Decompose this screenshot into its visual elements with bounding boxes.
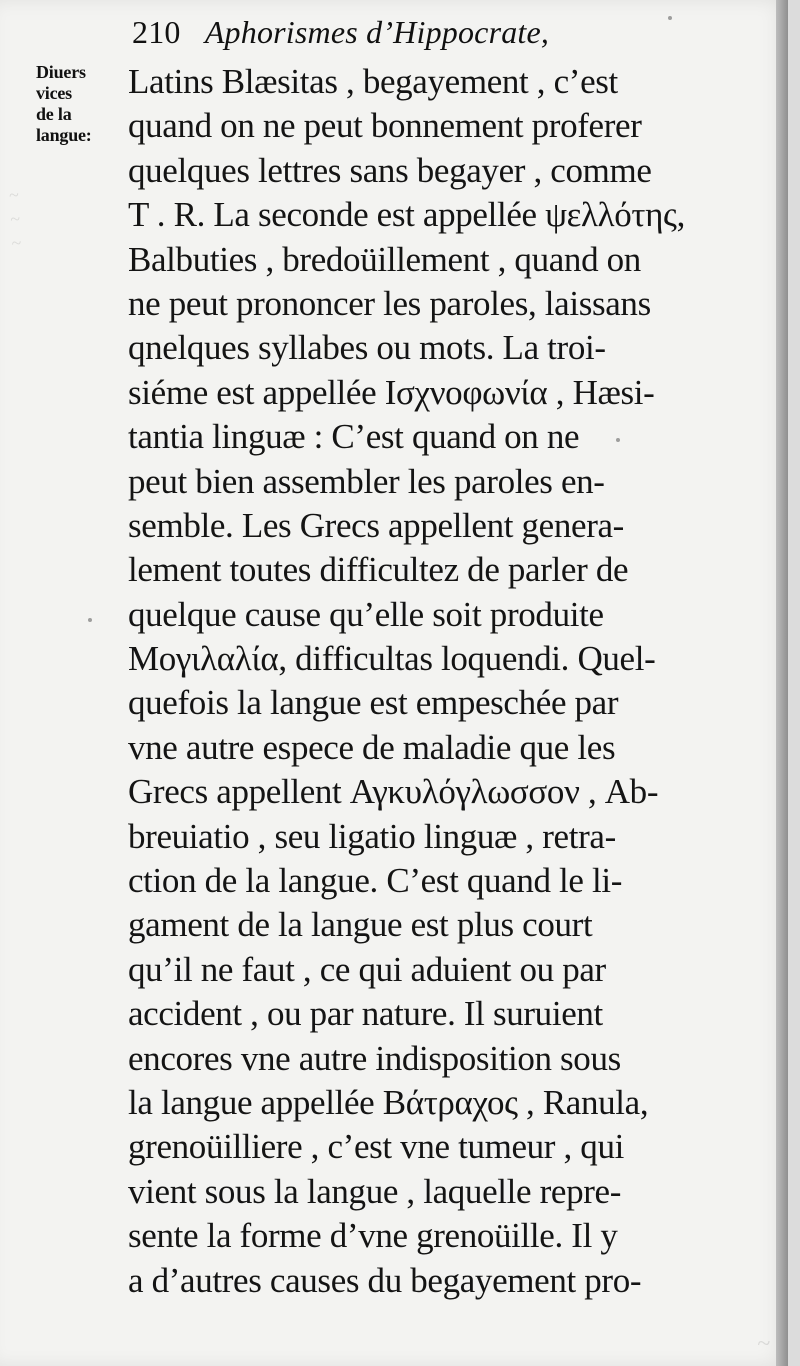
text-line: ne peut prononcer les paroles, laissans	[128, 283, 651, 323]
margin-note-line: Diuers	[36, 62, 86, 82]
text-line: qnelques syllabes ou mots. La troi-	[128, 328, 606, 368]
main-text-block	[128, 60, 728, 1303]
text-line: Μογιλαλία, difficultas loquendi. Quel-	[128, 639, 656, 679]
text-line: siéme est appellée Ισχνοφωνία , Hæsi-	[128, 372, 655, 412]
text-line: semble. Les Grecs appellent genera-	[128, 505, 624, 545]
text-line: T . R. La seconde est appellée ψελλότης,	[128, 195, 685, 235]
text-line: Balbuties , bredoüillement , quand on	[128, 239, 641, 279]
page-header	[132, 14, 742, 58]
text-line: Latins Blæsitas , begayement , c’est	[128, 62, 618, 101]
text-line: grenoüilliere , c’est vne tumeur , qui	[128, 1127, 624, 1167]
text-line: vient sous la langue , laquelle repre-	[128, 1171, 622, 1211]
text-line: tantia linguæ : C’est quand on ne	[128, 417, 580, 457]
text-line: breuiatio , seu ligatio linguæ , retra-	[128, 816, 616, 856]
text-line: encores vne autre indisposition sous	[128, 1038, 621, 1078]
text-line: quefois la langue est empeschée par	[128, 683, 619, 723]
text-line: accident , ou par nature. Il suruient	[128, 994, 603, 1034]
text-line: lement toutes difficultez de parler de	[128, 550, 629, 590]
text-line: quelque cause qu’elle soit produite	[128, 594, 604, 634]
show-through-mark: ~	[8, 184, 20, 206]
show-through-text-left	[8, 177, 132, 255]
text-line: quand on ne peut bonnement proferer	[128, 106, 642, 146]
text-line: quelques lettres sans begayer , comme	[128, 150, 652, 190]
text-line: gament de la langue est plus court	[128, 905, 593, 945]
text-line: la langue appellée Βάτραχος , Ranula,	[128, 1082, 649, 1122]
text-line: Grecs appellent Αγκυλόγλωσσον , Ab-	[128, 772, 659, 812]
text-line: peut bien assembler les paroles en-	[128, 461, 605, 501]
text-line: vne autre espece de maladie que les	[128, 727, 616, 767]
margin-note-line: langue:	[36, 125, 92, 145]
margin-note-line: de la	[36, 104, 72, 124]
ink-speck	[616, 438, 620, 442]
text-line: a d’autres causes du begayement pro-	[128, 1260, 642, 1300]
spine-shadow	[776, 0, 788, 1366]
margin-note-line: vices	[36, 83, 72, 103]
running-title: Aphorismes d’Hippocrate,	[204, 14, 550, 50]
show-through-mark: ~	[9, 208, 21, 230]
text-line: qu’il ne faut , ce qui aduient ou par	[128, 949, 606, 989]
text-line: ction de la langue. C’est quand le li-	[128, 861, 623, 901]
ink-speck	[668, 16, 672, 20]
margin-note	[36, 62, 130, 146]
text-line: sente la forme d’vne grenoüille. Il y	[128, 1216, 618, 1256]
show-through-text-bottom: ~	[757, 1331, 770, 1357]
ink-speck	[88, 618, 92, 622]
show-through-mark: ~	[10, 232, 22, 254]
page-number: 210	[132, 14, 181, 50]
